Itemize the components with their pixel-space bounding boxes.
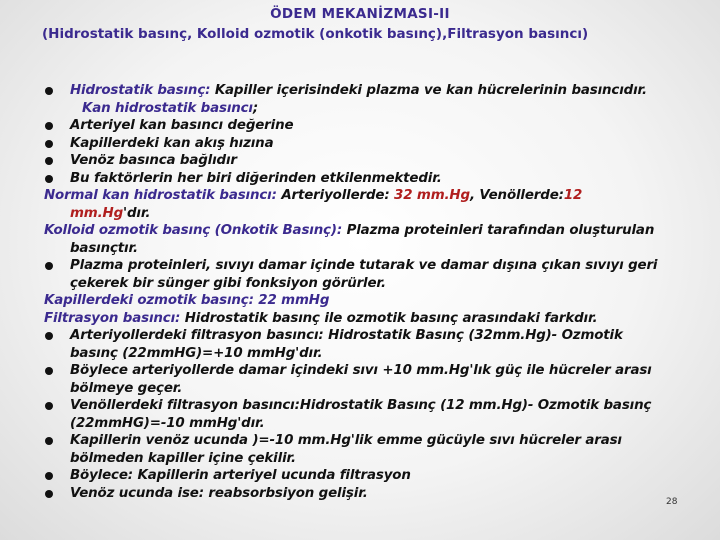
term-normal: Normal kan hidrostatik basıncı:	[44, 188, 277, 203]
bullet-plazma-cont	[44, 275, 694, 293]
bullet-arteriyol-filtrasyon-cont	[44, 345, 694, 363]
bullet-text: Arteriyel kan basıncı değerine	[70, 118, 294, 133]
normal-hidrostatik-line	[44, 187, 694, 205]
page-number: 28	[666, 497, 678, 507]
normal-b-unit: mm.Hg	[70, 205, 124, 221]
bullet-text: Kapillerdeki kan akış hızına	[70, 135, 274, 151]
normal-b-value: 12	[563, 188, 583, 203]
bullet-text: (22mmHG)=-10 mmHg'dır.	[70, 415, 265, 431]
bullet-kan-akis	[44, 135, 694, 153]
filtrasyon-line	[44, 310, 694, 328]
bullet-text: bölmeye geçer.	[70, 380, 183, 396]
kapiller-ozmotik-line	[44, 292, 694, 310]
bullet-text: Venöz ucunda ise: reabsorbsiyon gelişir.	[70, 485, 368, 501]
bullet-text: çekerek bir sünger gibi fonksiyon görürler.	[70, 275, 386, 291]
bullet-filtrasyon-sonuc	[44, 467, 694, 485]
bullet-text: Böylece: Kapillerin arteriyel ucunda filtrasyon	[70, 468, 411, 483]
normal-b: , Venöllerde:	[469, 188, 564, 203]
bullet-text: Arteriyollerdeki filtrasyon basıncı: Hidrostatik Basınç (32mm.Hg)- Ozmotik	[70, 328, 623, 343]
normal-a: Arteriyollerde:	[276, 188, 395, 203]
bullet-text: Kapillerin venöz ucunda )=-10 mm.Hg'lik emme gücüyle sıvı hücreler arası	[70, 433, 622, 448]
bullet-hidrostatik	[44, 82, 694, 100]
bullet-faktorler	[44, 170, 694, 188]
normal-hidrostatik-cont	[44, 205, 694, 223]
bullet-text: bölmeden kapiller içine çekilir.	[70, 450, 296, 466]
term-kapiller-ozmotik: Kapillerdeki ozmotik basınç:	[44, 293, 254, 308]
slide-title: ÖDEM MEKANİZMASI-II	[270, 6, 450, 22]
slide-subtitle: (Hidrostatik basınç, Kolloid ozmotik (onkotik basınç),Filtrasyon basıncı)	[42, 26, 589, 42]
bullet-venoz-uc	[44, 432, 694, 450]
kolloid-cont	[44, 240, 694, 258]
bullet-text: Venöz basınca bağlıdır	[70, 153, 237, 168]
kapiller-ozmotik-value: 22 mmHg	[253, 293, 330, 308]
term-kan-hidrostatik: Kan hidrostatik basıncı	[82, 100, 253, 116]
bullet-reabsorbsiyon	[44, 485, 694, 503]
bullet-text: Bu faktörlerin her biri diğerinden etkilenmektedir.	[70, 170, 442, 186]
bullet-venol-filtrasyon-cont	[44, 415, 694, 433]
filtrasyon-definition: Hidrostatik basınç ile ozmotik basınç arasındaki farkdır.	[180, 310, 598, 326]
bullet-venol-filtrasyon	[44, 397, 694, 415]
bullet-hidrostatik-cont	[44, 100, 694, 118]
normal-suffix: 'dır.	[123, 205, 151, 221]
kolloid-definition: Plazma proteinleri tarafından oluşturulan	[342, 223, 655, 238]
bullet-text: basınç (22mmHG)=+10 mmHg'dır.	[70, 345, 323, 361]
bullet-text: Plazma proteinleri, sıvıyı damar içinde tutarak ve damar dışına çıkan sıvıyı geri	[70, 258, 658, 273]
bullet-boylece-arteriyol	[44, 362, 694, 380]
normal-a-value: 32 mm.Hg	[394, 188, 470, 203]
bullet-boylece-arteriyol-cont	[44, 380, 694, 398]
semicolon: ;	[252, 100, 259, 116]
slide-body	[44, 82, 694, 502]
bullet-text: Böylece arteriyollerde damar içindeki sıvı +10 mm.Hg'lık güç ile hücreler arası	[70, 363, 652, 378]
bullet-plazma	[44, 257, 694, 275]
kolloid-line	[44, 222, 694, 240]
term-filtrasyon: Filtrasyon basıncı:	[44, 310, 181, 326]
term-kolloid: Kolloid ozmotik basınç (Onkotik Basınç):	[44, 223, 343, 238]
term-hidrostatik: Hidrostatik basınç:	[70, 83, 211, 98]
bullet-text: Venöllerdeki filtrasyon basıncı:Hidrostatik Basınç (12 mm.Hg)- Ozmotik basınç	[70, 398, 652, 413]
bullet-venoz	[44, 152, 694, 170]
bullet-venoz-uc-cont	[44, 450, 694, 468]
bullet-arteriyol-filtrasyon	[44, 327, 694, 345]
bullet-arteriyel	[44, 117, 694, 135]
hidrostatik-definition: Kapiller içerisindeki plazma ve kan hücrelerinin basıncıdır.	[210, 83, 647, 98]
kolloid-cont-text: basınçtır.	[70, 240, 138, 256]
